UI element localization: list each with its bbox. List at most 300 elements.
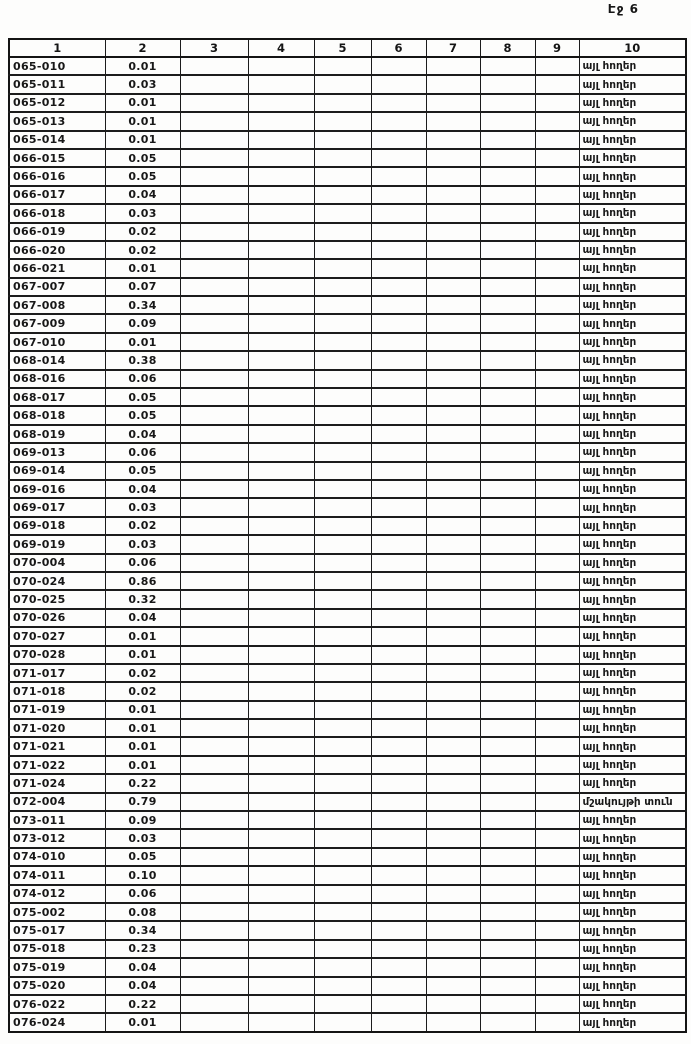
empty-cell xyxy=(535,204,579,222)
empty-cell xyxy=(371,149,426,167)
empty-cell xyxy=(426,259,480,277)
empty-cell xyxy=(535,774,579,792)
land-type-cell: այլ հողեր xyxy=(579,627,686,645)
empty-cell xyxy=(426,848,480,866)
empty-cell xyxy=(314,848,371,866)
empty-cell xyxy=(480,425,535,443)
empty-cell xyxy=(248,756,314,774)
empty-cell xyxy=(248,370,314,388)
empty-cell xyxy=(371,112,426,130)
empty-cell xyxy=(180,737,248,755)
empty-cell xyxy=(180,296,248,314)
parcel-code-cell: 074-012 xyxy=(9,885,105,903)
empty-cell xyxy=(426,940,480,958)
empty-cell xyxy=(180,958,248,976)
empty-cell xyxy=(371,223,426,241)
empty-cell xyxy=(426,627,480,645)
empty-cell xyxy=(371,995,426,1013)
empty-cell xyxy=(180,314,248,332)
page-number-label: Էջ 6 xyxy=(607,2,639,16)
empty-cell xyxy=(314,278,371,296)
area-value-cell: 0.01 xyxy=(105,259,180,277)
table-row xyxy=(9,333,686,351)
land-type-cell: այլ հողեր xyxy=(579,462,686,480)
parcel-code-cell: 071-024 xyxy=(9,774,105,792)
table-row xyxy=(9,94,686,112)
empty-cell xyxy=(480,627,535,645)
empty-cell xyxy=(371,627,426,645)
empty-cell xyxy=(180,554,248,572)
table-row xyxy=(9,498,686,516)
empty-cell xyxy=(426,535,480,553)
empty-cell xyxy=(248,94,314,112)
table-row xyxy=(9,646,686,664)
empty-cell xyxy=(371,719,426,737)
empty-cell xyxy=(480,793,535,811)
empty-cell xyxy=(314,829,371,847)
empty-cell xyxy=(180,75,248,93)
parcel-code-cell: 067-008 xyxy=(9,296,105,314)
empty-cell xyxy=(535,498,579,516)
empty-cell xyxy=(314,554,371,572)
land-type-cell: այլ հողեր xyxy=(579,517,686,535)
parcel-code-cell: 070-024 xyxy=(9,572,105,590)
empty-cell xyxy=(248,903,314,921)
empty-cell xyxy=(314,664,371,682)
parcel-code-cell: 066-016 xyxy=(9,167,105,185)
empty-cell xyxy=(314,517,371,535)
table-row xyxy=(9,75,686,93)
table-row xyxy=(9,314,686,332)
empty-cell xyxy=(314,774,371,792)
empty-cell xyxy=(371,204,426,222)
empty-cell xyxy=(314,167,371,185)
area-value-cell: 0.01 xyxy=(105,627,180,645)
empty-cell xyxy=(180,351,248,369)
column-header: 2 xyxy=(105,39,180,57)
empty-cell xyxy=(180,57,248,75)
empty-cell xyxy=(371,241,426,259)
empty-cell xyxy=(180,149,248,167)
empty-cell xyxy=(371,498,426,516)
empty-cell xyxy=(426,811,480,829)
empty-cell xyxy=(426,793,480,811)
empty-cell xyxy=(248,498,314,516)
empty-cell xyxy=(180,793,248,811)
empty-cell xyxy=(535,406,579,424)
empty-cell xyxy=(480,517,535,535)
empty-cell xyxy=(248,737,314,755)
empty-cell xyxy=(371,406,426,424)
land-type-cell: այլ հողեր xyxy=(579,572,686,590)
empty-cell xyxy=(426,590,480,608)
area-value-cell: 0.01 xyxy=(105,333,180,351)
empty-cell xyxy=(480,149,535,167)
empty-cell xyxy=(248,480,314,498)
empty-cell xyxy=(371,903,426,921)
table-row xyxy=(9,940,686,958)
empty-cell xyxy=(535,186,579,204)
empty-cell xyxy=(180,756,248,774)
empty-cell xyxy=(314,977,371,995)
empty-cell xyxy=(248,296,314,314)
table-row xyxy=(9,921,686,939)
empty-cell xyxy=(480,940,535,958)
land-type-cell: այլ հողեր xyxy=(579,57,686,75)
empty-cell xyxy=(535,737,579,755)
empty-cell xyxy=(314,112,371,130)
area-value-cell: 0.07 xyxy=(105,278,180,296)
empty-cell xyxy=(248,885,314,903)
land-type-cell: այլ հողեր xyxy=(579,848,686,866)
land-type-cell: այլ հողեր xyxy=(579,186,686,204)
empty-cell xyxy=(371,535,426,553)
parcel-code-cell: 070-027 xyxy=(9,627,105,645)
area-value-cell: 0.04 xyxy=(105,186,180,204)
column-header: 6 xyxy=(371,39,426,57)
empty-cell xyxy=(180,866,248,884)
empty-cell xyxy=(535,756,579,774)
empty-cell xyxy=(248,535,314,553)
empty-cell xyxy=(426,75,480,93)
parcel-code-cell: 069-019 xyxy=(9,535,105,553)
table-row xyxy=(9,958,686,976)
land-type-cell: այլ հողեր xyxy=(579,425,686,443)
empty-cell xyxy=(248,1013,314,1031)
empty-cell xyxy=(480,278,535,296)
empty-cell xyxy=(535,848,579,866)
parcel-code-cell: 067-009 xyxy=(9,314,105,332)
empty-cell xyxy=(480,866,535,884)
land-type-cell: այլ հողեր xyxy=(579,921,686,939)
empty-cell xyxy=(371,314,426,332)
empty-cell xyxy=(535,388,579,406)
table-row xyxy=(9,903,686,921)
land-type-cell: այլ հողեր xyxy=(579,940,686,958)
empty-cell xyxy=(314,682,371,700)
empty-cell xyxy=(426,774,480,792)
area-value-cell: 0.01 xyxy=(105,719,180,737)
empty-cell xyxy=(180,885,248,903)
empty-cell xyxy=(535,278,579,296)
empty-cell xyxy=(535,75,579,93)
empty-cell xyxy=(314,719,371,737)
empty-cell xyxy=(535,333,579,351)
land-type-cell: այլ հողեր xyxy=(579,131,686,149)
table-row xyxy=(9,995,686,1013)
parcel-code-cell: 065-014 xyxy=(9,131,105,149)
area-value-cell: 0.05 xyxy=(105,388,180,406)
area-value-cell: 0.05 xyxy=(105,149,180,167)
empty-cell xyxy=(314,94,371,112)
land-type-cell: այլ հողեր xyxy=(579,756,686,774)
empty-cell xyxy=(426,314,480,332)
empty-cell xyxy=(480,351,535,369)
empty-cell xyxy=(480,921,535,939)
parcel-code-cell: 074-011 xyxy=(9,866,105,884)
empty-cell xyxy=(371,1013,426,1031)
table-body xyxy=(9,57,686,1032)
table-row xyxy=(9,554,686,572)
column-header: 3 xyxy=(180,39,248,57)
empty-cell xyxy=(426,241,480,259)
table-row xyxy=(9,793,686,811)
empty-cell xyxy=(371,333,426,351)
empty-cell xyxy=(248,204,314,222)
land-type-cell: այլ հողեր xyxy=(579,977,686,995)
area-value-cell: 0.02 xyxy=(105,664,180,682)
parcel-code-cell: 065-011 xyxy=(9,75,105,93)
empty-cell xyxy=(180,462,248,480)
parcel-code-cell: 076-022 xyxy=(9,995,105,1013)
empty-cell xyxy=(480,406,535,424)
area-value-cell: 0.01 xyxy=(105,756,180,774)
empty-cell xyxy=(535,94,579,112)
table-row xyxy=(9,406,686,424)
empty-cell xyxy=(314,535,371,553)
empty-cell xyxy=(248,167,314,185)
empty-cell xyxy=(480,572,535,590)
empty-cell xyxy=(180,627,248,645)
empty-cell xyxy=(248,351,314,369)
land-type-cell: այլ հողեր xyxy=(579,406,686,424)
parcel-code-cell: 066-017 xyxy=(9,186,105,204)
empty-cell xyxy=(480,314,535,332)
parcel-code-cell: 069-013 xyxy=(9,443,105,461)
land-type-cell: այլ հողեր xyxy=(579,223,686,241)
table-row xyxy=(9,443,686,461)
empty-cell xyxy=(314,370,371,388)
parcel-code-cell: 075-017 xyxy=(9,921,105,939)
empty-cell xyxy=(426,958,480,976)
empty-cell xyxy=(180,186,248,204)
parcel-code-cell: 070-004 xyxy=(9,554,105,572)
table-row xyxy=(9,885,686,903)
empty-cell xyxy=(371,958,426,976)
empty-cell xyxy=(248,829,314,847)
empty-cell xyxy=(535,572,579,590)
land-type-cell: այլ հողեր xyxy=(579,480,686,498)
empty-cell xyxy=(248,590,314,608)
parcel-code-cell: 067-010 xyxy=(9,333,105,351)
empty-cell xyxy=(371,664,426,682)
empty-cell xyxy=(426,737,480,755)
empty-cell xyxy=(371,701,426,719)
empty-cell xyxy=(426,609,480,627)
empty-cell xyxy=(314,131,371,149)
empty-cell xyxy=(371,462,426,480)
empty-cell xyxy=(314,903,371,921)
empty-cell xyxy=(371,186,426,204)
empty-cell xyxy=(248,701,314,719)
empty-cell xyxy=(314,333,371,351)
area-value-cell: 0.02 xyxy=(105,223,180,241)
parcel-code-cell: 066-018 xyxy=(9,204,105,222)
empty-cell xyxy=(314,995,371,1013)
area-value-cell: 0.03 xyxy=(105,75,180,93)
empty-cell xyxy=(314,737,371,755)
land-type-cell: այլ հողեր xyxy=(579,370,686,388)
empty-cell xyxy=(371,370,426,388)
empty-cell xyxy=(371,425,426,443)
empty-cell xyxy=(248,425,314,443)
empty-cell xyxy=(535,112,579,130)
land-type-cell: այլ հողեր xyxy=(579,388,686,406)
area-value-cell: 0.01 xyxy=(105,737,180,755)
empty-cell xyxy=(248,333,314,351)
empty-cell xyxy=(371,885,426,903)
empty-cell xyxy=(180,498,248,516)
empty-cell xyxy=(180,940,248,958)
empty-cell xyxy=(248,388,314,406)
parcel-code-cell: 068-018 xyxy=(9,406,105,424)
area-value-cell: 0.32 xyxy=(105,590,180,608)
empty-cell xyxy=(535,259,579,277)
table-row xyxy=(9,701,686,719)
empty-cell xyxy=(535,167,579,185)
land-type-cell: այլ հողեր xyxy=(579,259,686,277)
area-value-cell: 0.04 xyxy=(105,480,180,498)
empty-cell xyxy=(535,811,579,829)
empty-cell xyxy=(535,921,579,939)
empty-cell xyxy=(371,94,426,112)
empty-cell xyxy=(314,958,371,976)
empty-cell xyxy=(371,811,426,829)
parcel-code-cell: 071-021 xyxy=(9,737,105,755)
empty-cell xyxy=(480,498,535,516)
empty-cell xyxy=(314,866,371,884)
empty-cell xyxy=(180,995,248,1013)
empty-cell xyxy=(535,131,579,149)
empty-cell xyxy=(480,958,535,976)
parcel-code-cell: 066-021 xyxy=(9,259,105,277)
empty-cell xyxy=(480,664,535,682)
empty-cell xyxy=(314,259,371,277)
land-type-cell: այլ հողեր xyxy=(579,958,686,976)
empty-cell xyxy=(248,241,314,259)
empty-cell xyxy=(180,572,248,590)
empty-cell xyxy=(480,333,535,351)
empty-cell xyxy=(426,94,480,112)
empty-cell xyxy=(248,627,314,645)
empty-cell xyxy=(480,1013,535,1031)
empty-cell xyxy=(180,609,248,627)
empty-cell xyxy=(371,572,426,590)
area-value-cell: 0.01 xyxy=(105,57,180,75)
area-value-cell: 0.06 xyxy=(105,885,180,903)
empty-cell xyxy=(180,774,248,792)
empty-cell xyxy=(180,406,248,424)
table-row xyxy=(9,462,686,480)
empty-cell xyxy=(426,829,480,847)
empty-cell xyxy=(480,131,535,149)
empty-cell xyxy=(480,241,535,259)
empty-cell xyxy=(480,296,535,314)
empty-cell xyxy=(535,517,579,535)
land-type-cell: այլ հողեր xyxy=(579,443,686,461)
land-type-cell: այլ հողեր xyxy=(579,609,686,627)
empty-cell xyxy=(426,112,480,130)
empty-cell xyxy=(314,480,371,498)
table-header-row xyxy=(9,39,686,57)
empty-cell xyxy=(426,646,480,664)
empty-cell xyxy=(426,149,480,167)
land-type-cell: այլ հողեր xyxy=(579,995,686,1013)
empty-cell xyxy=(180,333,248,351)
land-type-cell: այլ հողեր xyxy=(579,278,686,296)
empty-cell xyxy=(248,278,314,296)
column-header: 7 xyxy=(426,39,480,57)
empty-cell xyxy=(248,406,314,424)
empty-cell xyxy=(180,241,248,259)
empty-cell xyxy=(248,443,314,461)
empty-cell xyxy=(371,278,426,296)
empty-cell xyxy=(480,829,535,847)
empty-cell xyxy=(426,719,480,737)
empty-cell xyxy=(480,609,535,627)
parcel-code-cell: 068-017 xyxy=(9,388,105,406)
empty-cell xyxy=(426,701,480,719)
area-value-cell: 0.03 xyxy=(105,204,180,222)
empty-cell xyxy=(535,590,579,608)
area-value-cell: 0.34 xyxy=(105,921,180,939)
empty-cell xyxy=(535,223,579,241)
empty-cell xyxy=(426,517,480,535)
empty-cell xyxy=(314,627,371,645)
empty-cell xyxy=(535,682,579,700)
empty-cell xyxy=(426,333,480,351)
empty-cell xyxy=(180,590,248,608)
parcel-code-cell: 071-020 xyxy=(9,719,105,737)
empty-cell xyxy=(426,866,480,884)
empty-cell xyxy=(480,94,535,112)
empty-cell xyxy=(535,314,579,332)
empty-cell xyxy=(248,921,314,939)
table-row xyxy=(9,351,686,369)
table-row xyxy=(9,572,686,590)
empty-cell xyxy=(371,921,426,939)
table-row xyxy=(9,204,686,222)
empty-cell xyxy=(314,1013,371,1031)
empty-cell xyxy=(535,370,579,388)
empty-cell xyxy=(480,112,535,130)
empty-cell xyxy=(180,167,248,185)
empty-cell xyxy=(248,682,314,700)
parcel-code-cell: 070-025 xyxy=(9,590,105,608)
empty-cell xyxy=(535,627,579,645)
empty-cell xyxy=(371,388,426,406)
parcel-code-cell: 068-014 xyxy=(9,351,105,369)
empty-cell xyxy=(248,131,314,149)
area-value-cell: 0.05 xyxy=(105,406,180,424)
land-type-cell: այլ հողեր xyxy=(579,204,686,222)
empty-cell xyxy=(248,664,314,682)
area-value-cell: 0.08 xyxy=(105,903,180,921)
empty-cell xyxy=(535,977,579,995)
empty-cell xyxy=(180,535,248,553)
empty-cell xyxy=(180,480,248,498)
empty-cell xyxy=(314,406,371,424)
empty-cell xyxy=(426,204,480,222)
empty-cell xyxy=(314,443,371,461)
empty-cell xyxy=(480,462,535,480)
empty-cell xyxy=(314,186,371,204)
empty-cell xyxy=(426,406,480,424)
empty-cell xyxy=(426,167,480,185)
empty-cell xyxy=(314,572,371,590)
empty-cell xyxy=(426,223,480,241)
empty-cell xyxy=(180,701,248,719)
